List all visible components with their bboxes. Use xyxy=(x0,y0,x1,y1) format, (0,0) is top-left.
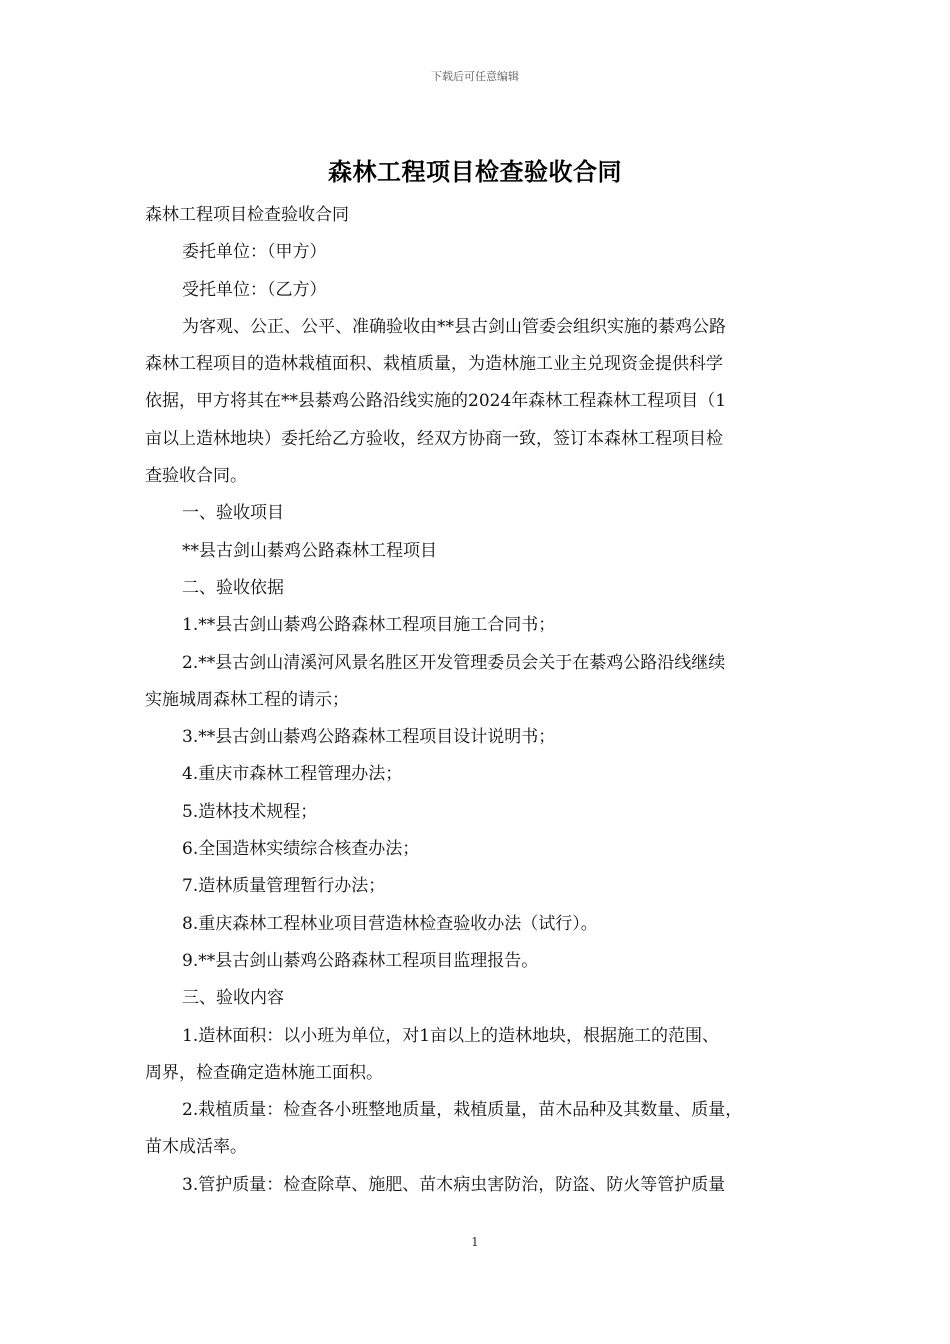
content-item-line: 2.栽植质量：检查各小班整地质量，栽植质量，苗木品种及其数量、质量， xyxy=(182,1100,743,1121)
section-heading-1: 一、验收项目 xyxy=(182,503,284,524)
basis-item: 9.**县古剑山綦鸡公路森林工程项目监理报告。 xyxy=(182,950,539,971)
page-header: 下载后可任意编辑 xyxy=(431,70,519,83)
basis-item: 8.重庆森林工程林业项目营造林检查验收办法（试行）。 xyxy=(182,913,598,934)
section-heading-2: 二、验收依据 xyxy=(182,577,284,598)
paragraph-subtitle: 森林工程项目检查验收合同 xyxy=(145,205,349,225)
content-item-line: 苗木成活率。 xyxy=(145,1137,247,1158)
paragraph-intro-line: 查验收合同。 xyxy=(145,466,247,487)
paragraph-intro-line: 依据，甲方将其在**县綦鸡公路沿线实施的2024年森林工程森林工程项目（1 xyxy=(145,391,727,412)
page-number: 1 xyxy=(471,1235,479,1249)
section-heading-3: 三、验收内容 xyxy=(182,988,284,1009)
basis-item: 5.造林技术规程； xyxy=(182,801,318,822)
paragraph-intro-line: 为客观、公正、公平、准确验收由**县古剑山管委会组织实施的綦鸡公路 xyxy=(182,316,726,337)
content-item-line: 周界，检查确定造林施工面积。 xyxy=(145,1062,383,1083)
paragraph-intro-line: 森林工程项目的造林栽植面积、栽植质量，为造林施工业主兑现资金提供科学 xyxy=(145,354,723,375)
content-item-line: 1.造林面积：以小班为单位，对1亩以上的造林地块，根据施工的范围、 xyxy=(182,1025,720,1046)
basis-item: 4.重庆市森林工程管理办法； xyxy=(182,764,403,785)
basis-item-line: 2.**县古剑山清溪河风景名胜区开发管理委员会关于在綦鸡公路沿线继续 xyxy=(182,652,726,673)
paragraph-intro-line: 亩以上造林地块）委托给乙方验收，经双方协商一致，签订本森林工程项目检 xyxy=(145,428,723,449)
basis-item-line: 实施城周森林工程的请示； xyxy=(145,689,349,710)
document-body xyxy=(145,197,828,1204)
document-title: 森林工程项目检查验收合同 xyxy=(328,158,622,186)
basis-item: 1.**县古剑山綦鸡公路森林工程项目施工合同书； xyxy=(182,615,556,636)
paragraph-contractor: 受托单位：（乙方） xyxy=(182,279,327,300)
basis-item: 3.**县古剑山綦鸡公路森林工程项目设计说明书； xyxy=(182,727,556,748)
paragraph-client: 委托单位：（甲方） xyxy=(182,242,327,263)
content-item: 3.管护质量：检查除草、施肥、苗木病虫害防治，防盗、防火等管护质量 xyxy=(182,1174,726,1195)
basis-item: 6.全国造林实绩综合核查办法； xyxy=(182,839,420,860)
basis-item: 7.造林质量管理暂行办法； xyxy=(182,876,386,897)
paragraph-project-name: **县古剑山綦鸡公路森林工程项目 xyxy=(182,540,437,561)
